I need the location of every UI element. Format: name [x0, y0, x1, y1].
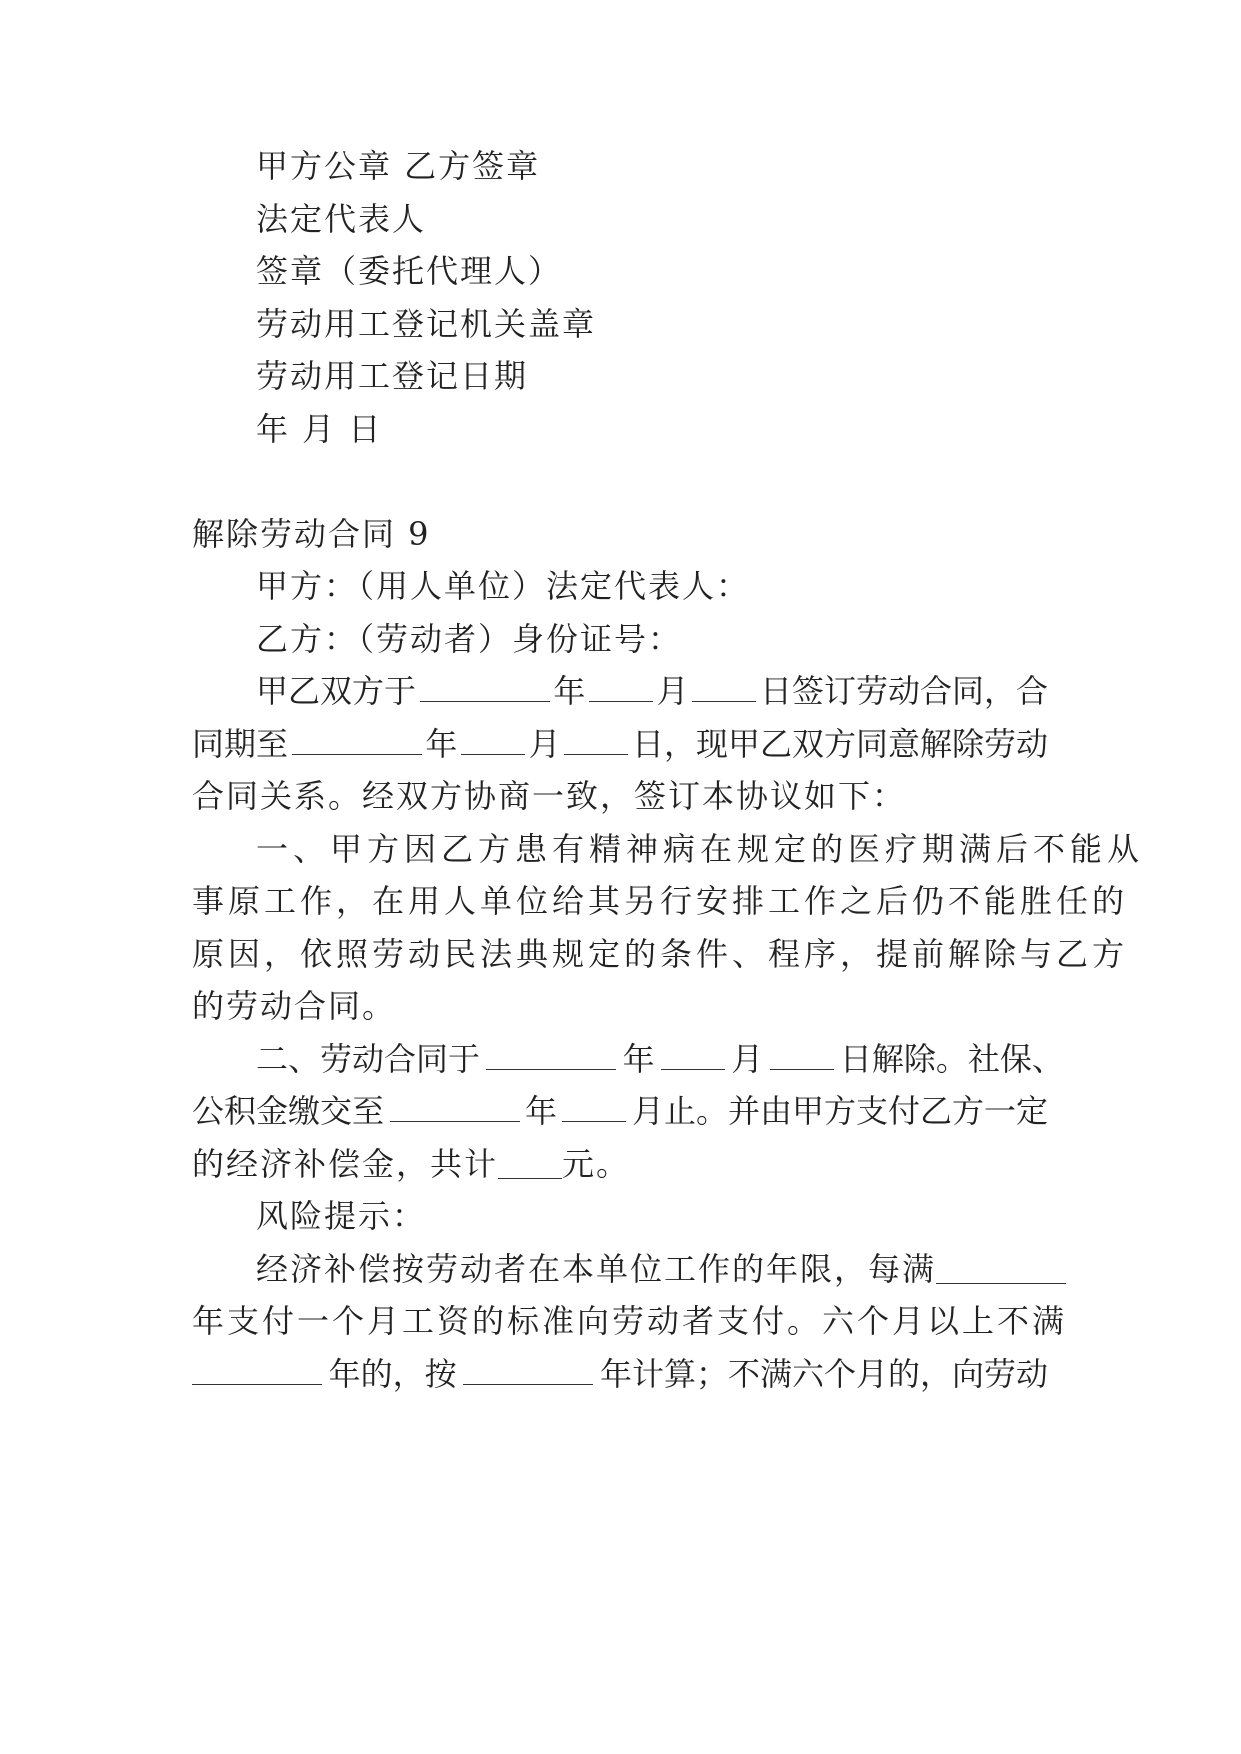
risk-title: 风险提示： [256, 1197, 427, 1235]
text: 年 [425, 725, 458, 763]
text: 甲乙双方于 [256, 672, 417, 710]
para2-line3: 原因，依照劳动民法典规定的条件、程序，提前解除与乙方 [192, 935, 1129, 973]
sig-line-date: 年 月 日 [256, 410, 383, 448]
text: 月 [731, 1040, 764, 1078]
blank-field [936, 1253, 1066, 1284]
sig-line-seals: 甲方公章 乙方签章 [256, 147, 541, 185]
blank-field [486, 1039, 616, 1070]
blank-field [390, 1091, 520, 1122]
sig-line-legal-rep: 法定代表人 [256, 200, 427, 238]
blank-field [661, 1039, 725, 1070]
para2-line2: 事原工作，在用人单位给其另行安排工作之后仍不能胜任的 [192, 882, 1129, 920]
sig-line-registry-date: 劳动用工登记日期 [256, 357, 529, 395]
blank-field [692, 671, 756, 702]
text: 元。 [562, 1145, 631, 1183]
para2-line1: 一、甲方因乙方患有精神病在规定的医疗期满后不能从 [256, 830, 1145, 868]
text: 二、劳动合同于 [256, 1040, 481, 1078]
blank-field [192, 1354, 322, 1385]
text: 年 [553, 672, 586, 710]
text: 公积金缴交至 [192, 1092, 385, 1130]
text: 日解除。社保、 [839, 1040, 1064, 1078]
para2-line4: 的劳动合同。 [192, 987, 397, 1025]
para1-line3: 合同关系。经双方协商一致，签订本协议如下： [192, 777, 907, 815]
text: 日签订劳动合同，合 [759, 672, 1048, 710]
para1-line2 [192, 724, 1048, 764]
blank-field [498, 1148, 562, 1179]
para4-line3 [192, 1354, 1048, 1394]
party-b-line: 乙方：（劳动者）身份证号： [256, 620, 683, 658]
para3-line2 [192, 1091, 1048, 1131]
blank-field [420, 671, 550, 702]
text: 月 [528, 725, 561, 763]
section-title: 解除劳动合同 9 [192, 515, 431, 553]
text: 年 [524, 1092, 557, 1130]
blank-field [589, 671, 653, 702]
blank-field [461, 724, 525, 755]
text: 年的，按 [328, 1355, 457, 1393]
para1-line1 [256, 671, 1048, 711]
para3-line3 [192, 1144, 630, 1184]
para4-line1 [256, 1249, 1066, 1289]
para3-line1 [256, 1039, 1064, 1079]
blank-field [562, 1091, 626, 1122]
text: 经济补偿按劳动者在本单位工作的年限，每满 [256, 1250, 937, 1288]
sig-line-registry-seal: 劳动用工登记机关盖章 [256, 305, 597, 343]
text: 同期至 [192, 725, 289, 763]
para4-line2: 年支付一个月工资的标准向劳动者支付。六个月以上不满 [192, 1302, 1068, 1340]
party-a-line: 甲方：（用人单位）法定代表人： [256, 567, 751, 605]
text: 月止。并由甲方支付乙方一定 [631, 1092, 1048, 1130]
text: 年计算；不满六个月的，向劳动 [599, 1355, 1048, 1393]
blank-field [463, 1354, 593, 1385]
sig-line-agent: 签章（委托代理人） [256, 252, 563, 290]
text: 的经济补偿金，共计 [192, 1145, 499, 1183]
text: 日，现甲乙双方同意解除劳动 [631, 725, 1048, 763]
blank-field [770, 1039, 834, 1070]
blank-field [292, 724, 422, 755]
text: 月 [656, 672, 689, 710]
text: 年 [622, 1040, 655, 1078]
blank-field [564, 724, 628, 755]
